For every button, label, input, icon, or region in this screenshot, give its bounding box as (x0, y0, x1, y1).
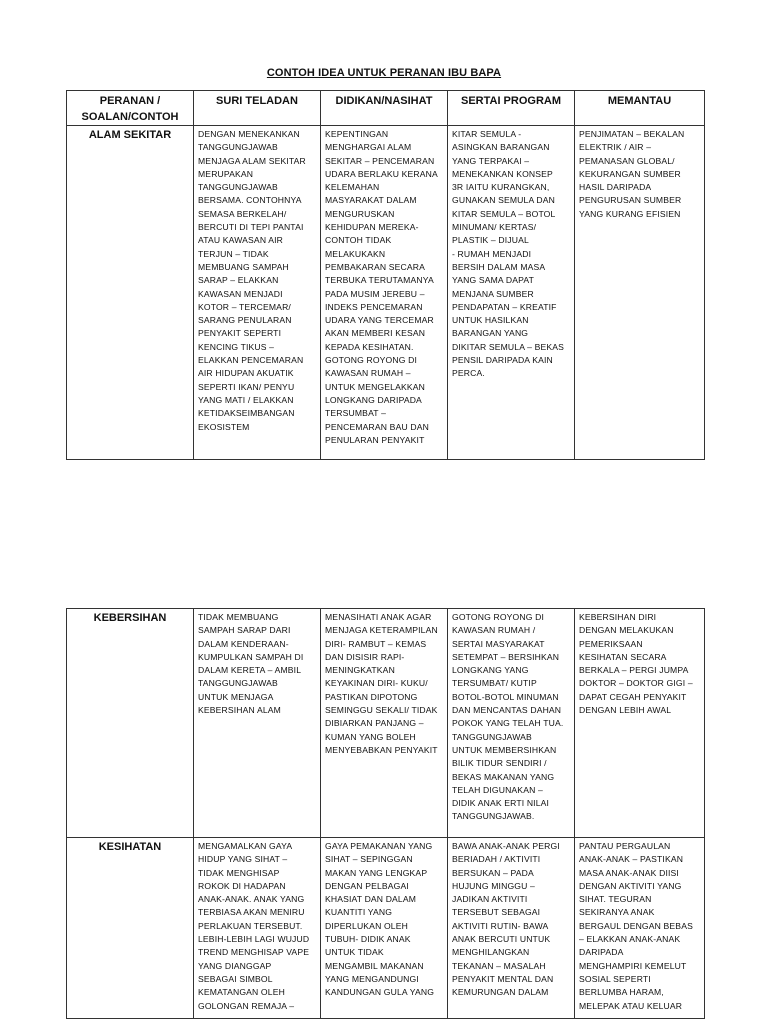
cell-memantau: PANTAU PERGAULAN ANAK-ANAK – PASTIKAN MASA ANAK-ANAK DIISI DENGAN AKTIVITI YANG SIHAT. TEGURAN SEKIRANYA ANAK BERGAUL DENGAN BEBAS – ELAKKAN ANAK-ANAK DARIPADA MENGHAMPIRI KEMELUT SOSIAL SEPERTI BERLUMBA HARAM, MELEPAK ATAU KELUAR (579, 841, 693, 1011)
table-row-kebersihan (67, 609, 705, 838)
header-sertai-program: SERTAI PROGRAM (448, 91, 575, 126)
header-peranan: PERANAN / SOALAN/CONTOH (67, 91, 194, 126)
cell-didikan-nasihat: MENASIHATI ANAK AGAR MENJAGA KETERAMPILAN DIRI- RAMBUT – KEMAS DAN DISISIR RAPI- MENINGKATKAN KEYAKINAN DIRI- KUKU/ PASTIKAN DIPOTONG SEMINGGU SEKALI/ TIDAK DIBIARKAN PANJANG – KUMAN YANG BOLEH MENYEBABKAN PENYAKIT (321, 609, 448, 838)
header-row (67, 91, 705, 126)
cell-didikan-nasihat-wrap (321, 838, 448, 1019)
cell-sertai-program: GOTONG ROYONG DI KAWASAN RUMAH / SERTAI MASYARAKAT SETEMPAT – BERSIHKAN LONGKANG YANG TERSUMBAT/ KUTIP BOTOL-BOTOL MINUMAN DAN MENCANTAS DAHAN POKOK YANG TELAH TUA. TANGGUNGJAWAB UNTUK MEMBERSIHKAN BILIK TIDUR SENDIRI / BEKAS MAKANAN YANG TELAH DIGUNAKAN – DIDIK ANAK ERTI NILAI TANGGUNGJAWAB. (448, 609, 575, 838)
cell-suri-teladan: TIDAK MEMBUANG SAMPAH SARAP DARI DALAM KENDERAAN- KUMPULKAN SAMPAH DI DALAM KERETA – AMBIL TANGGUNGJAWAB UNTUK MENJAGA KEBERSIHAN ALAM (194, 609, 321, 838)
cell-sertai-program-wrap (448, 838, 575, 1019)
roles-table-part-2 (66, 608, 705, 1019)
cell-suri-teladan: DENGAN MENEKANKAN TANGGUNGJAWAB MENJAGA ALAM SEKITAR MERUPAKAN TANGGUNGJAWAB BERSAMA. CONTOHNYA SEMASA BERKELAH/ BERCUTI DI TEPI PANTAI ATAU KAWASAN AIR TERJUN – TIDAK MEMBUANG SAMPAH SARAP – ELAKKAN KAWASAN MENJADI KOTOR – TERCEMAR/ SARANG PENULARAN PENYAKIT SEPERTI KENCING TIKUS – ELAKKAN PENCEMARAN AIR HIDUPAN AKUATIK SEPERTI IKAN/ PENYU YANG MATI / ELAKKAN KETIDAKSEIMBANGAN EKOSISTEM (194, 126, 321, 460)
row-label-kesihatan: KESIHATAN (67, 838, 194, 1019)
cell-memantau: PENJIMATAN – BEKALAN ELEKTRIK / AIR – PEMANASAN GLOBAL/ KEKURANGAN SUMBER HASIL DARIPADA PENGURUSAN SUMBER YANG KURANG EFISIEN (575, 126, 705, 460)
cell-didikan-nasihat: GAYA PEMAKANAN YANG SIHAT – SEPINGGAN MAKAN YANG LENGKAP DENGAN PELBAGAI KHASIAT DAN DALAM KUANTITI YANG DIPERLUKAN OLEH TUBUH- DIDIK ANAK UNTUK TIDAK MENGAMBIL MAKANAN YANG MENGANDUNGI KANDUNGAN GULA YANG (325, 841, 435, 998)
cell-memantau-wrap (575, 838, 705, 1019)
cell-suri-teladan-wrap (194, 838, 321, 1019)
cell-sertai-program: KITAR SEMULA - ASINGKAN BARANGAN YANG TERPAKAI – MENEKANKAN KONSEP 3R IAITU KURANGKAN, GUNAKAN SEMULA DAN KITAR SEMULA – BOTOL MINUMAN/ KERTAS/ PLASTIK – DIJUAL - RUMAH MENJADI BERSIH DALAM MASA YANG SAMA DAPAT MENJANA SUMBER PENDAPATAN – KREATIF UNTUK HASILKAN BARANGAN YANG DIKITAR SEMULA – BEKAS PENSIL DARIPADA KAIN PERCA. (448, 126, 575, 460)
cell-suri-teladan: MENGAMALKAN GAYA HIDUP YANG SIHAT – TIDAK MENGHISAP ROKOK DI HADAPAN ANAK-ANAK. ANAK YANG TERBIASA AKAN MENIRU PERLAKUAN TERSEBUT. LEBIH-LEBIH LAGI WUJUD TREND MENGHISAP VAPE YANG DIANGGAP SEBAGAI SIMBOL KEMATANGAN OLEH GOLONGAN REMAJA – (198, 841, 310, 1011)
row-label-kebersihan: KEBERSIHAN (67, 609, 194, 838)
table-row-kesihatan (67, 838, 705, 1019)
header-memantau: MEMANTAU (575, 91, 705, 126)
cell-didikan-nasihat: KEPENTINGAN MENGHARGAI ALAM SEKITAR – PENCEMARAN UDARA BERLAKU KERANA KELEMAHAN MASYARAKAT DALAM MENGURUSKAN KEHIDUPAN MEREKA- CONTOH TIDAK MELAKUKAKN PEMBAKARAN SECARA TERBUKA TERUTAMANYA PADA MUSIM JEREBU – INDEKS PENCEMARAN UDARA YANG TERCEMAR AKAN MEMBERI KESAN KEPADA KESIHATAN. GOTONG ROYONG DI KAWASAN RUMAH – UNTUK MENGELAKKAN LONGKANG DARIPADA TERSUMBAT – PENCEMARAN BAU DAN PENULARAN PENYAKIT (321, 126, 448, 460)
table-row-alam-sekitar (67, 126, 705, 460)
cell-memantau: KEBERSIHAN DIRI DENGAN MELAKUKAN PEMERIKSAAN KESIHATAN SECARA BERKALA – PERGI JUMPA DOKTOR – DOKTOR GIGI – DAPAT CEGAH PENYAKIT DENGAN LEBIH AWAL (575, 609, 705, 838)
cell-sertai-program: BAWA ANAK-ANAK PERGI BERIADAH / AKTIVITI BERSUKAN – PADA HUJUNG MINGGU – JADIKAN AKTIVITI TERSEBUT SEBAGAI AKTIVITI RUTIN- BAWA ANAK BERCUTI UNTUK MENGHILANGKAN TEKANAN – MASALAH PENYAKIT MENTAL DAN KEMURUNGAN DALAM (452, 841, 560, 998)
header-suri-teladan: SURI TELADAN (194, 91, 321, 126)
roles-table-part-1 (66, 90, 705, 460)
header-didikan-nasihat: DIDIKAN/NASIHAT (321, 91, 448, 126)
document-title: CONTOH IDEA UNTUK PERANAN IBU BAPA (266, 67, 502, 79)
row-label-alam-sekitar: ALAM SEKITAR (67, 126, 194, 460)
